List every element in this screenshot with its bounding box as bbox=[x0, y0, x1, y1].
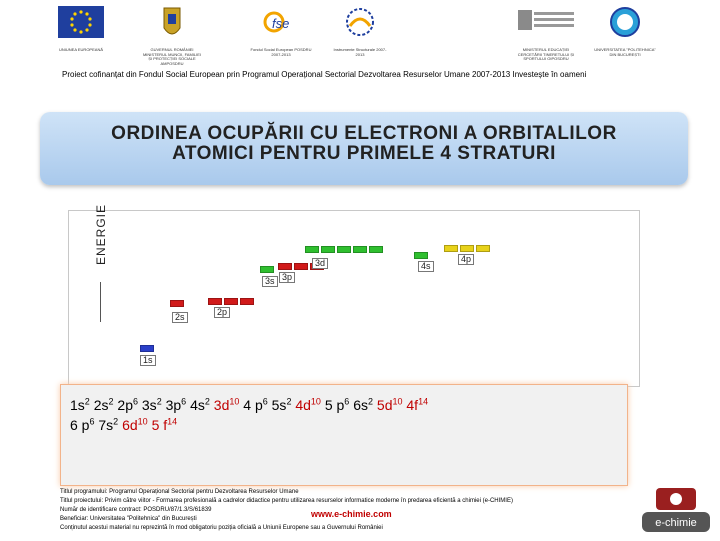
configuration-term: $4s^2$ bbox=[190, 396, 210, 413]
configuration-term: 5 $f^{14}$ bbox=[151, 416, 178, 433]
fse-logo bbox=[250, 4, 312, 66]
configuration-term: $6s^2$ bbox=[353, 396, 374, 413]
orbital-box-2s bbox=[170, 300, 184, 307]
orbital-box-4p bbox=[476, 245, 490, 252]
page-title bbox=[40, 124, 688, 164]
configuration-term: $3p^6$ bbox=[165, 396, 187, 413]
orbital-label-2s: 2s bbox=[172, 312, 188, 323]
logo-caption: GUVERNUL ROMÂNIEI MINISTERUL MUNCII, FAMILIEI ȘI PROTECȚIEI SOCIALE AMPOSDRU bbox=[142, 47, 202, 66]
logo-caption: UNIVERSITATEA "POLITEHNICA" DIN BUCUREȘTI bbox=[594, 47, 656, 57]
orbital-box-2p bbox=[240, 298, 254, 305]
orbital-box-3d bbox=[337, 246, 351, 253]
disclaimer-text: Proiect cofinanțat din Fondul Social European prin Programul Operațional Sectorial Dezvoltarea Resurselor Umane 2007-2013 Investește în oameni bbox=[62, 70, 587, 79]
title-line-2: ATOMICI PENTRU PRIMELE 4 STRATURI bbox=[172, 143, 556, 164]
eu-flag-logo bbox=[56, 4, 106, 66]
configuration-term: 4 $p^6$ bbox=[243, 396, 268, 413]
configuration-term: $2p^6$ bbox=[117, 396, 138, 413]
romania-coat-of-arms-logo bbox=[142, 4, 202, 66]
orbital-box-3d bbox=[321, 246, 335, 253]
orbital-label-3p: 3p bbox=[279, 272, 295, 283]
configuration-line-1 bbox=[70, 396, 428, 413]
orbital-box-4p bbox=[460, 245, 474, 252]
logo-caption: MINISTERUL EDUCAȚIEI CERCETĂRII TINERETULUI ȘI SPORTULUI OIPOSDRU bbox=[517, 47, 575, 61]
logo-caption: Instrumente Structurale 2007-2013 bbox=[333, 47, 387, 57]
footer-line: Beneficiar: Universitatea "Politehnica" din București bbox=[60, 516, 197, 522]
orbital-box-3p bbox=[294, 263, 308, 270]
configuration-term: $5s^2$ bbox=[271, 396, 292, 413]
orbital-box-4p bbox=[444, 245, 458, 252]
energy-axis-line bbox=[100, 282, 101, 322]
logo-caption: Fondul Social European POSDRU 2007-2013 bbox=[250, 47, 312, 57]
orbital-box-2p bbox=[208, 298, 222, 305]
configuration-term: $2s^2$ bbox=[93, 396, 114, 413]
orbital-box-3d bbox=[369, 246, 383, 253]
logos-header bbox=[0, 0, 720, 68]
configuration-term: $3d^{10}$ bbox=[213, 396, 240, 413]
orbital-label-3d: 3d bbox=[312, 258, 328, 269]
configuration-term: 6 $p^6$ bbox=[70, 416, 95, 433]
configuration-term: $7s^2$ bbox=[98, 416, 119, 433]
orbital-box-2p bbox=[224, 298, 238, 305]
title-line-1: ORDINEA OCUPĂRII CU ELECTRONI A ORBITALILOR bbox=[111, 123, 617, 144]
orbital-label-4p: 4p bbox=[458, 254, 474, 265]
configuration-term: 5 $p^6$ bbox=[324, 396, 350, 413]
configuration-term: $4f^{14}$ bbox=[406, 396, 429, 413]
e-chimie-label: e-chimie bbox=[655, 517, 697, 529]
orbital-label-4s: 4s bbox=[418, 261, 434, 272]
orbital-box-4s bbox=[414, 252, 428, 259]
ministry-education-logo bbox=[514, 4, 578, 66]
structural-instruments-logo bbox=[330, 4, 390, 66]
e-chimie-logo bbox=[642, 486, 710, 536]
configuration-term: $4d^{10}$ bbox=[295, 396, 321, 413]
footer-line: Număr de identificare contract: POSDRU/87/1.3/S/61839 bbox=[60, 507, 212, 513]
logo-caption: UNIUNEA EUROPEANĂ bbox=[58, 47, 103, 52]
footer-line: Titlul programului: Programul Operațional Sectorial pentru Dezvoltarea Resurselor Umane bbox=[60, 489, 299, 495]
footer-line: Conținutul acestui material nu reprezintă în mod obligatoriu poziția oficială a Uniunii Europene sau a Guvernului României bbox=[60, 525, 383, 531]
orbital-box-3d bbox=[305, 246, 319, 253]
orbital-box-3s bbox=[260, 266, 274, 273]
configuration-term: $3s^2$ bbox=[141, 396, 162, 413]
footer-line: Titlul proiectului: Privim către viitor - Formarea profesională a cadrelor didactice pentru utilizarea resurselor informatice moderne în predarea eficientă a chimiei (e-CHIMIE) bbox=[60, 498, 513, 504]
politehnica-university-logo bbox=[594, 4, 656, 66]
website-link[interactable]: www.e-chimie.com bbox=[311, 509, 392, 519]
orbital-label-2p: 2p bbox=[214, 307, 230, 318]
orbital-box-3p bbox=[278, 263, 292, 270]
orbital-label-1s: 1s bbox=[140, 355, 156, 366]
svg-text:fse: fse bbox=[272, 16, 290, 31]
energy-axis-label: ENERGIE bbox=[94, 203, 108, 265]
orbital-box-3d bbox=[353, 246, 367, 253]
orbital-box-1s bbox=[140, 345, 154, 352]
configuration-line-2 bbox=[70, 416, 177, 433]
orbital-label-3s: 3s bbox=[262, 276, 278, 287]
configuration-term: $1s^2$ bbox=[70, 396, 90, 413]
configuration-term: $5d^{10}$ bbox=[376, 396, 403, 413]
configuration-term: $6d^{10}$ bbox=[122, 416, 148, 433]
